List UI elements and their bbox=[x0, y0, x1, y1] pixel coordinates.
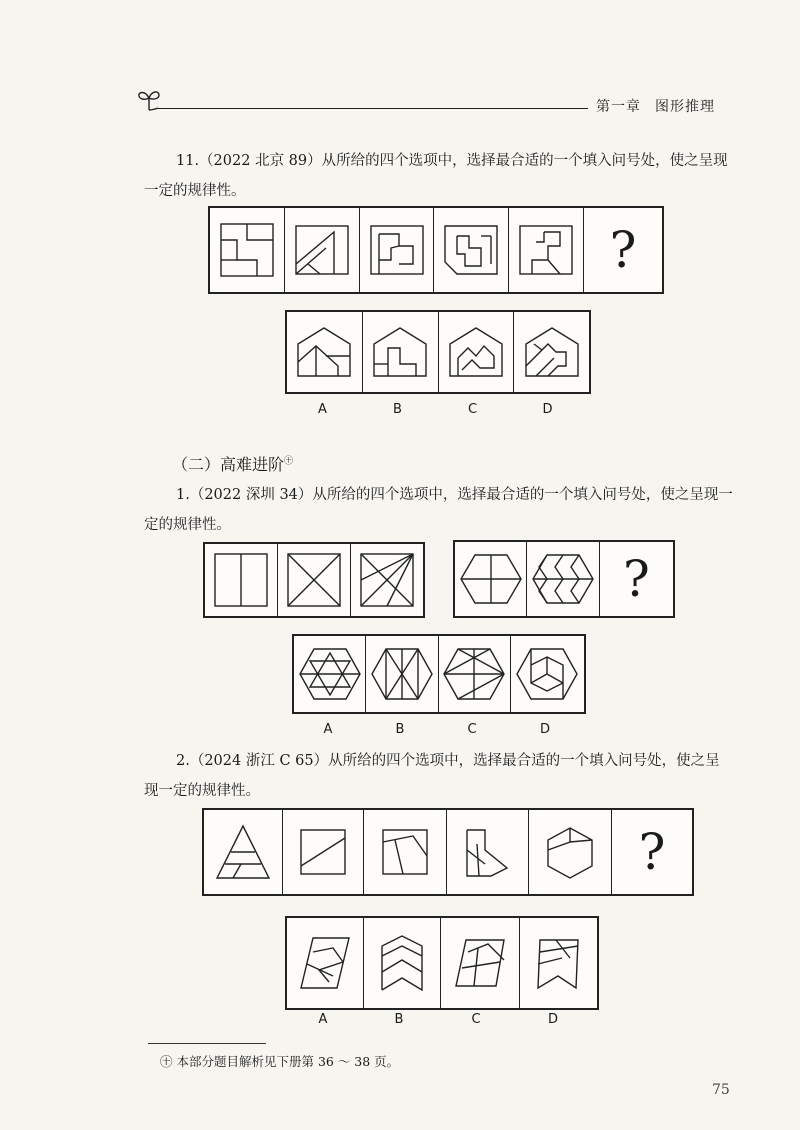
q11-figure-3 bbox=[360, 208, 435, 292]
q2-options-row bbox=[285, 916, 599, 1010]
q1-question-row-left bbox=[203, 542, 425, 618]
q1-option-a-label[interactable]: A bbox=[323, 722, 333, 737]
q2-figure-4 bbox=[447, 810, 530, 894]
q11-option-c-figure[interactable] bbox=[439, 312, 515, 392]
q1-option-b-figure[interactable] bbox=[366, 636, 438, 712]
page-number: 75 bbox=[712, 1082, 730, 1098]
q2-option-a-label[interactable]: A bbox=[318, 1012, 328, 1027]
q2-option-b-figure[interactable] bbox=[364, 918, 441, 1008]
section-mark: ㊉ bbox=[284, 456, 294, 467]
q2-figure-5 bbox=[529, 810, 612, 894]
q2-question-cell bbox=[612, 810, 692, 894]
q11-option-c-label[interactable]: C bbox=[467, 402, 478, 417]
q11-question-row bbox=[208, 206, 664, 294]
q1-figure-3 bbox=[351, 544, 423, 616]
q11-figure-4 bbox=[434, 208, 509, 292]
footnote: ㊉ 本部分题目解析见下册第 36 ～ 38 页。 bbox=[160, 1054, 400, 1069]
q1-option-c-figure[interactable] bbox=[439, 636, 511, 712]
q11-figure-5 bbox=[509, 208, 584, 292]
header-rule bbox=[158, 108, 588, 109]
q11-figure-1 bbox=[210, 208, 285, 292]
q1-options-row bbox=[292, 634, 586, 714]
q2-option-d-figure[interactable] bbox=[520, 918, 596, 1008]
q11-option-labels bbox=[285, 402, 587, 417]
q2-option-c-label[interactable]: C bbox=[471, 1012, 481, 1027]
q1-option-d-label[interactable]: D bbox=[539, 722, 550, 737]
section-title: （二）高难进阶 bbox=[172, 455, 285, 474]
q2-question-row bbox=[202, 808, 694, 896]
q11-option-b-label[interactable]: B bbox=[393, 402, 402, 417]
q11-option-b-figure[interactable] bbox=[363, 312, 439, 392]
question-mark: ? bbox=[622, 550, 650, 608]
chapter-number: 第一章 bbox=[596, 99, 641, 115]
q1-option-a-figure[interactable] bbox=[294, 636, 366, 712]
q2-option-a-figure[interactable] bbox=[287, 918, 364, 1008]
q1-option-d-figure[interactable] bbox=[511, 636, 584, 712]
section-heading bbox=[172, 452, 293, 475]
q1-question-row-right bbox=[453, 540, 675, 618]
question-mark: ? bbox=[609, 221, 637, 279]
q1-option-labels bbox=[292, 722, 582, 737]
q11-options-row bbox=[285, 310, 591, 394]
question-2-text: 2.（2024 浙江 C 65）从所给的四个选项中，选择最合适的一个填入问号处，使之呈现一定的规律性。 bbox=[144, 753, 720, 799]
q1-figure-5 bbox=[527, 542, 599, 616]
chapter-title: 图形推理 bbox=[655, 99, 715, 115]
q1-option-c-label[interactable]: C bbox=[467, 722, 477, 737]
q2-figure-2 bbox=[283, 810, 364, 894]
q2-option-d-label[interactable]: D bbox=[547, 1012, 558, 1027]
q2-figure-1 bbox=[204, 810, 283, 894]
q1-question-cell bbox=[600, 542, 673, 616]
question-11-text: 11.（2022 北京 89）从所给的四个选项中，选择最合适的一个填入问号处，使之呈现一定的规律性。 bbox=[144, 153, 728, 199]
q1-figure-1 bbox=[205, 544, 278, 616]
q11-figure-2 bbox=[285, 208, 360, 292]
q11-option-a-figure[interactable] bbox=[287, 312, 363, 392]
q2-option-c-figure[interactable] bbox=[441, 918, 520, 1008]
q1-figure-2 bbox=[278, 544, 351, 616]
question-1-text: 1.（2022 深圳 34）从所给的四个选项中，选择最合适的一个填入问号处，使之呈现一定的规律性。 bbox=[144, 487, 733, 533]
q1-option-b-label[interactable]: B bbox=[395, 722, 405, 737]
q11-option-d-figure[interactable] bbox=[514, 312, 589, 392]
q11-question-cell bbox=[584, 208, 662, 292]
q2-figure-3 bbox=[364, 810, 447, 894]
footnote-rule bbox=[148, 1043, 266, 1044]
question-mark: ? bbox=[638, 823, 666, 881]
q1-figure-4 bbox=[455, 542, 527, 616]
q2-option-labels bbox=[285, 1012, 595, 1027]
chapter-header bbox=[596, 96, 715, 116]
q2-option-b-label[interactable]: B bbox=[394, 1012, 404, 1027]
q11-option-d-label[interactable]: D bbox=[542, 402, 553, 417]
q11-option-a-label[interactable]: A bbox=[318, 402, 327, 417]
